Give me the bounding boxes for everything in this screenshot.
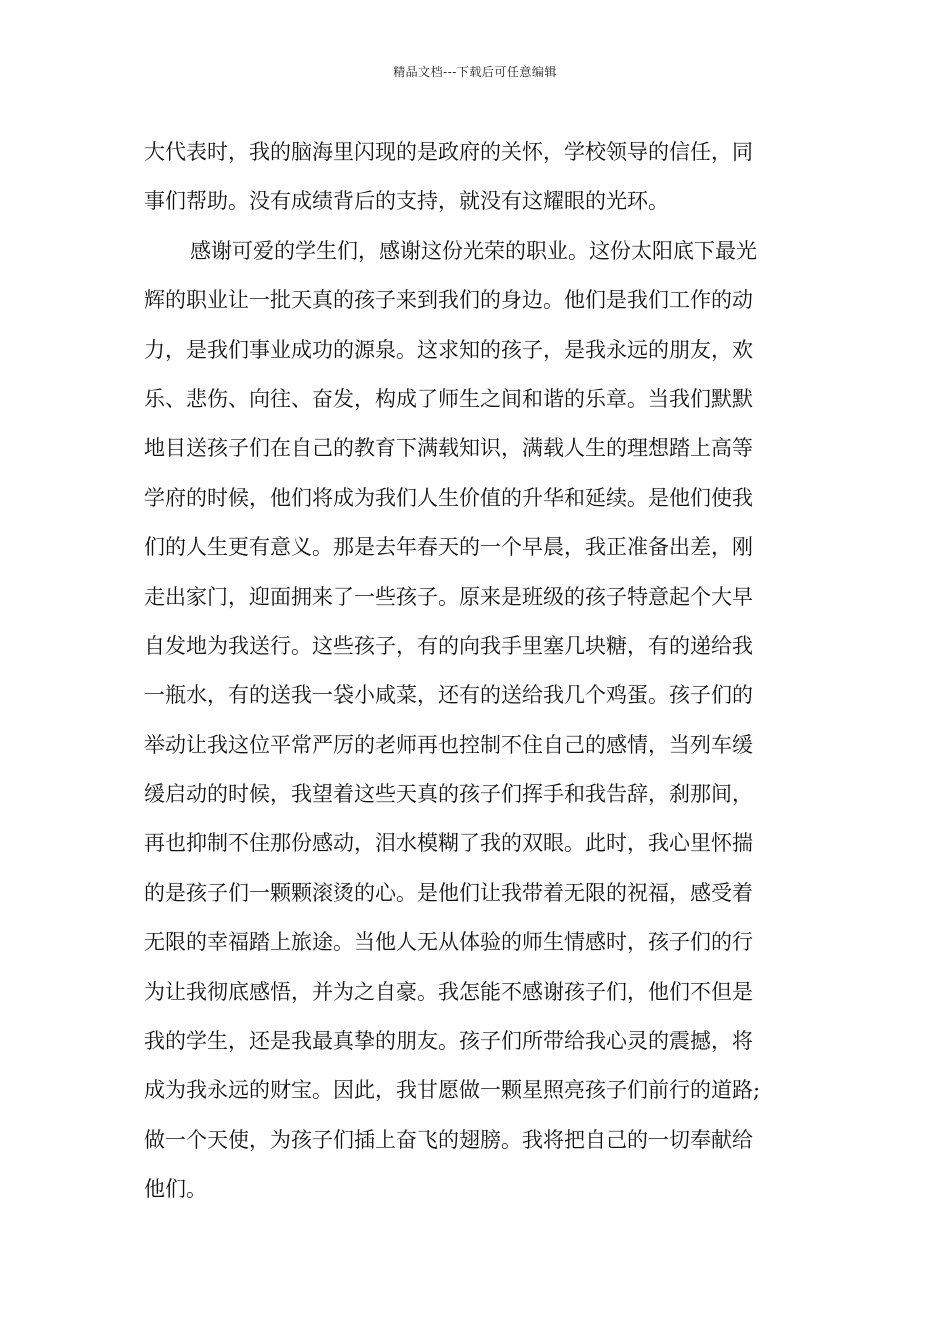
text-line: 缓启动的时候，我望着这些天真的孩子们挥手和我告辞，刹那间， (144, 782, 753, 807)
text-line: 为让我彻底感悟，并为之自豪。我怎能不感谢孩子们，他们不但是 (144, 979, 753, 1004)
text-line: 的是孩子们一颗颗滚烫的心。是他们让我带着无限的祝福，感受着 (144, 880, 753, 905)
text-line: 辉的职业让一批天真的孩子来到我们的身边。他们是我们工作的动 (144, 288, 753, 313)
text-line: 感谢可爱的学生们，感谢这份光荣的职业。这份太阳底下最光 (190, 238, 757, 263)
text-line: 力，是我们事业成功的源泉。这求知的孩子，是我永远的朋友，欢 (144, 337, 753, 362)
page-header: 精品文档---下载后可任意编辑 (393, 65, 557, 79)
paragraph-2 (144, 227, 808, 1215)
text-line: 们的人生更有意义。那是去年春天的一个早晨，我正准备出差，刚 (144, 535, 753, 560)
text-line: 大代表时，我的脑海里闪现的是政府的关怀，学校领导的信任，同 (144, 140, 753, 164)
text-line: 举动让我这位平常严厉的老师再也控制不住自己的感情，当列车缓 (144, 732, 753, 757)
text-line: 乐、悲伤、向往、奋发，构成了师生之间和谐的乐章。当我们默默 (144, 386, 753, 411)
paragraph-1 (144, 128, 808, 227)
text-line: 自发地为我送行。这些孩子，有的向我手里塞几块糖，有的递给我 (144, 633, 753, 658)
text-line: 事们帮助。没有成绩背后的支持，就没有这耀眼的光环。 (144, 189, 669, 214)
body-text (144, 128, 808, 1215)
text-line: 做一个天使，为孩子们插上奋飞的翅膀。我将把自己的一切奉献给 (144, 1127, 753, 1152)
text-line: 他们。 (144, 1177, 207, 1202)
text-line: 再也抑制不住那份感动，泪水模糊了我的双眼。此时，我心里怀揣 (144, 831, 753, 856)
text-line: 成为我永远的财宝。因此，我甘愿做一颗星照亮孩子们前行的道路; (144, 1078, 761, 1103)
text-line: 我的学生，还是我最真挚的朋友。孩子们所带给我心灵的震撼，将 (144, 1029, 753, 1054)
text-line: 无限的幸福踏上旅途。当他人无从体验的师生情感时，孩子们的行 (144, 930, 753, 955)
text-line: 地目送孩子们在自己的教育下满载知识，满载人生的理想踏上高等 (144, 436, 753, 461)
text-line: 学府的时候，他们将成为我们人生价值的升华和延续。是他们使我 (144, 485, 753, 510)
text-line: 走出家门，迎面拥来了一些孩子。原来是班级的孩子特意起个大早 (144, 584, 753, 609)
text-line: 一瓶水，有的送我一袋小咸菜，还有的送给我几个鸡蛋。孩子们的 (144, 683, 753, 708)
